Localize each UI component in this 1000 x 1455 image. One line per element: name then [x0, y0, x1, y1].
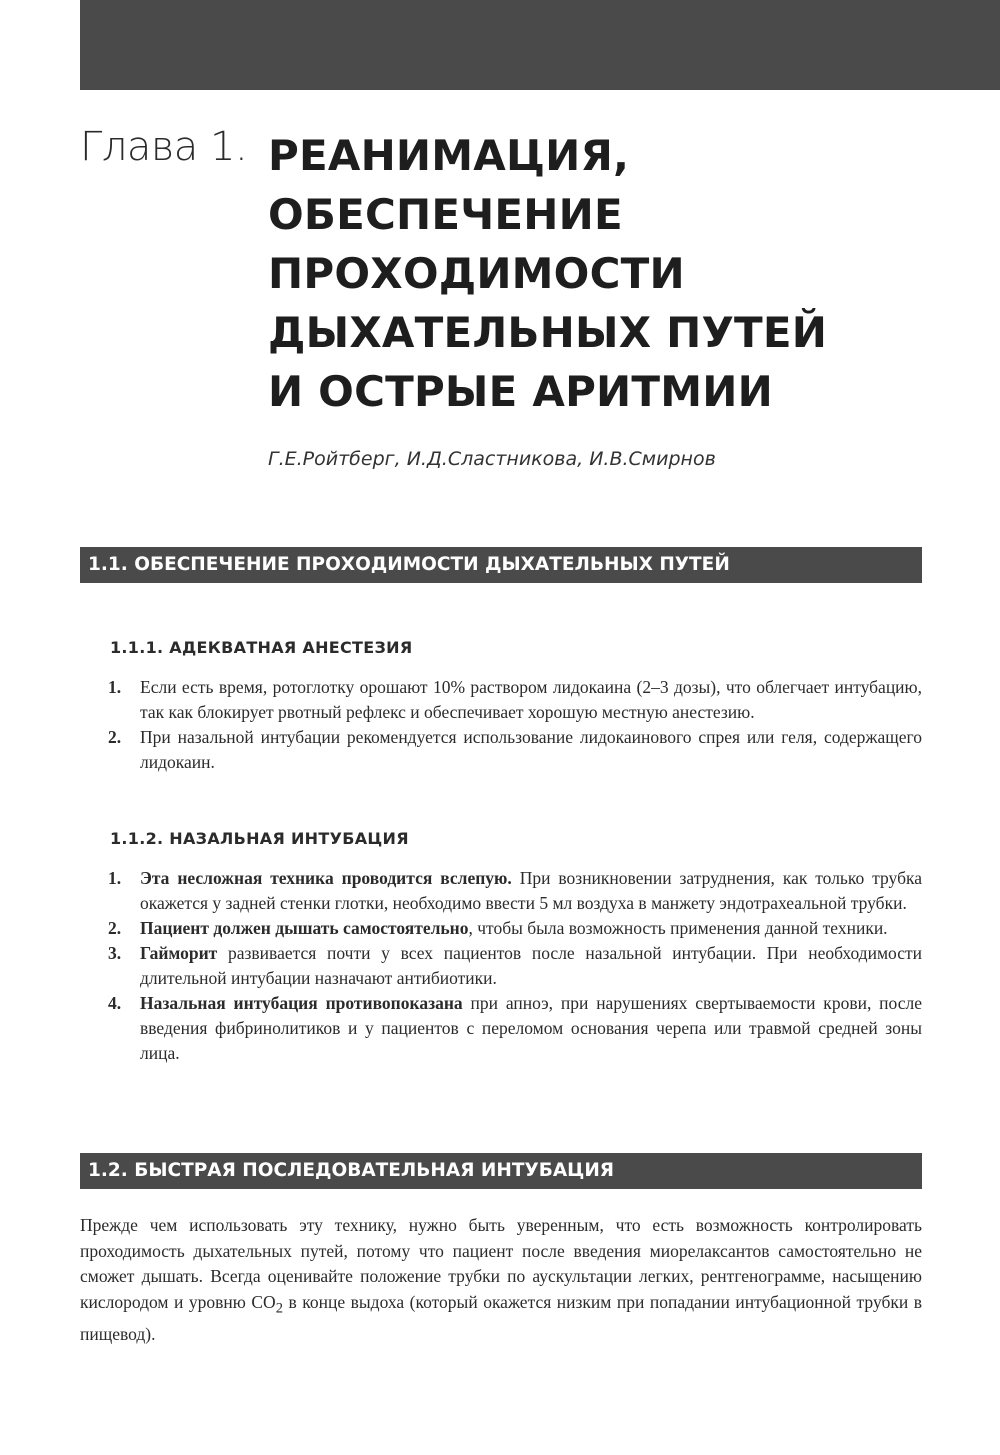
list-item-bold: Эта несложная техника проводится вслепую.: [140, 868, 512, 888]
list-item-text: , чтобы была возможность применения данной техники.: [468, 918, 888, 938]
list-item-number: 2.: [108, 727, 122, 747]
list-item-bold: Назальная интубация противопоказана: [140, 993, 463, 1013]
list-item: [108, 991, 922, 1066]
list-item-bold: Пациент должен дышать самостоятельно: [140, 918, 469, 938]
list-nasal-intubation: [108, 866, 922, 1066]
list-item: [108, 941, 922, 991]
list-item-text: При возникновении затруднения, как только трубка окажется у задней стенки глотки, необходимо ввести 5 мл воздуха в манжету эндотрахеальной трубки.: [140, 868, 922, 913]
list-item: [108, 675, 922, 725]
paragraph-text: Прежде чем использовать эту технику, нужно быть уверенным, что есть возможность контролировать проходимость дыхательных путей, потому что пациент после введения миорелаксантов самостоятельно не сможет дышать. Всегда оценивайте положение трубки по аускультации легких, рентгенограмме, насыщению кислородом и уровню CO: [80, 1215, 922, 1312]
subscript-2: 2: [275, 1300, 283, 1316]
list-item: [108, 916, 922, 941]
list-item-text: Если есть время, ротоглотку орошают 10% раствором лидокаина (2–3 дозы), что облегчает интубацию, так как блокирует рвотный рефлекс и обеспечивает хорошую местную анестезию.: [140, 677, 922, 722]
chapter-title: [268, 126, 968, 421]
list-item-number: 1.: [108, 868, 122, 888]
list-item-number: 1.: [108, 677, 122, 697]
body-paragraph: [80, 1213, 922, 1347]
chapter-title-line: И ОСТРЫЕ АРИТМИИ: [268, 367, 773, 416]
chapter-title-line: ПРОХОДИМОСТИ: [268, 249, 685, 298]
list-item-number: 3.: [108, 943, 122, 963]
chapter-label: Глава 1.: [80, 124, 248, 170]
subsection-heading-1-1-2: 1.1.2. НАЗАЛЬНАЯ ИНТУБАЦИЯ: [110, 829, 409, 848]
section-heading-1-1: 1.1. ОБЕСПЕЧЕНИЕ ПРОХОДИМОСТИ ДЫХАТЕЛЬНЫХ ПУТЕЙ: [80, 547, 922, 583]
list-item-bold: Гайморит: [140, 943, 218, 963]
header-band: [80, 0, 1000, 90]
list-item: [108, 866, 922, 916]
chapter-title-line: РЕАНИМАЦИЯ,: [268, 131, 630, 180]
list-anesthesia: [108, 675, 922, 775]
chapter-authors: Г.Е.Ройтберг, И.Д.Сластникова, И.В.Смирнов: [268, 448, 716, 470]
list-item: [108, 725, 922, 775]
paragraph-text-end: в конце выдоха (который окажется низким при попадании интубационной трубки в пищевод).: [80, 1291, 923, 1344]
section-heading-1-2: 1.2. БЫСТРАЯ ПОСЛЕДОВАТЕЛЬНАЯ ИНТУБАЦИЯ: [80, 1153, 922, 1189]
list-item-text: При назальной интубации рекомендуется использование лидокаинового спрея или геля, содержащего лидокаин.: [140, 727, 922, 772]
list-item-number: 4.: [108, 993, 122, 1013]
list-item-text: при апноэ, при нарушениях свертываемости крови, после введения фибринолитиков и у пациентов с переломом основания черепа или травмой средней зоны лица.: [140, 993, 922, 1063]
chapter-title-line: ОБЕСПЕЧЕНИЕ: [268, 190, 623, 239]
list-item-number: 2.: [108, 918, 122, 938]
subsection-heading-1-1-1: 1.1.1. АДЕКВАТНАЯ АНЕСТЕЗИЯ: [110, 638, 413, 657]
list-item-text: развивается почти у всех пациентов после назальной интубации. При необходимости длительной интубации назначают антибиотики.: [140, 943, 922, 988]
chapter-title-line: ДЫХАТЕЛЬНЫХ ПУТЕЙ: [268, 308, 828, 357]
